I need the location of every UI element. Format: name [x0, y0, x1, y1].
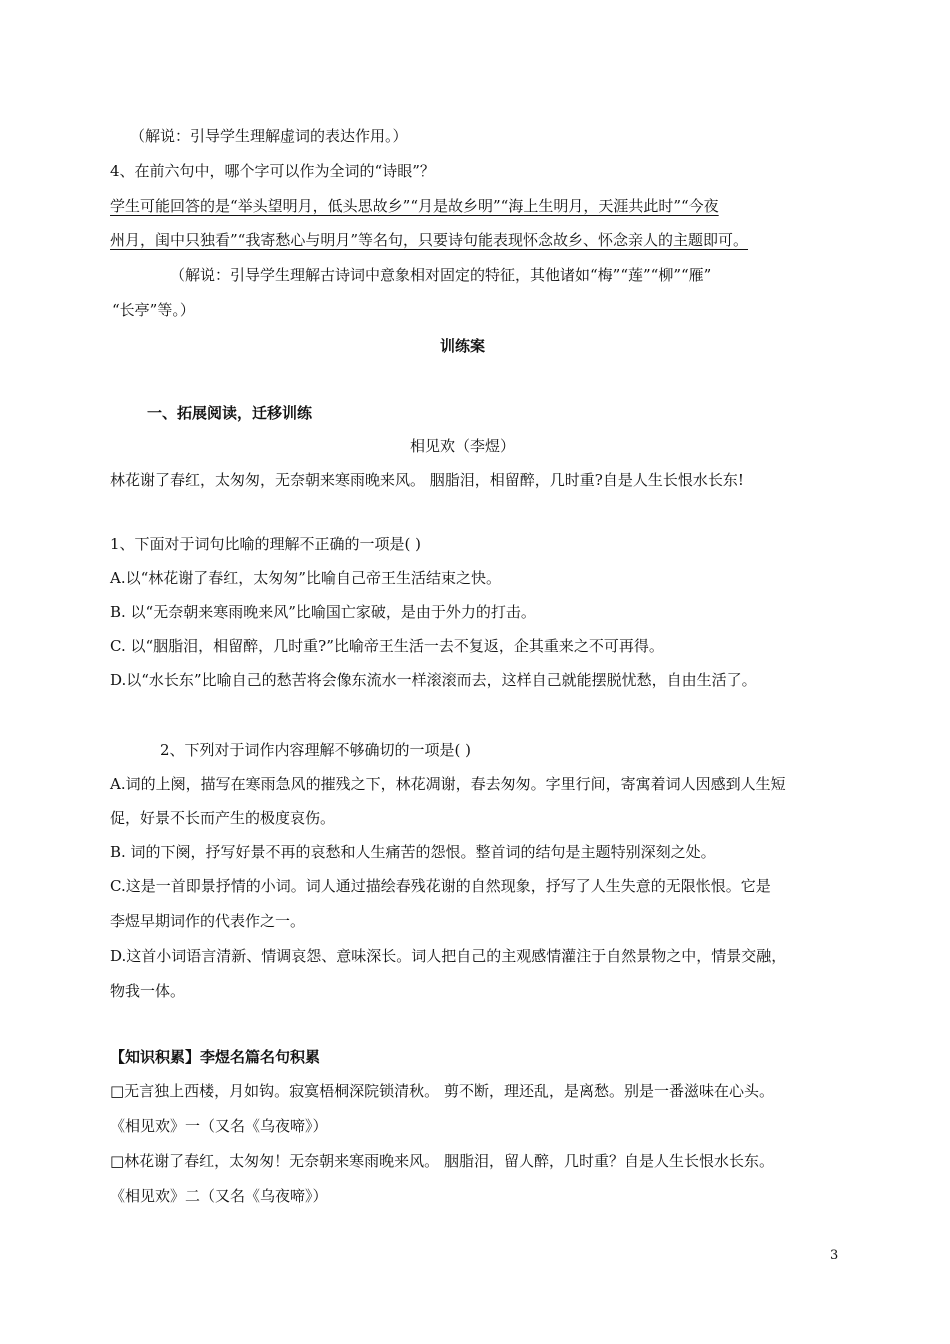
page-number: 3 — [830, 1248, 839, 1263]
question-2-option-c-line-2: 李煜早期词作的代表作之一。 — [110, 912, 306, 930]
question-2-option-a-line-2: 促，好景不长而产生的极度哀伤。 — [110, 809, 336, 827]
knowledge-source-1: 《相见欢》一（又名《乌夜啼》） — [110, 1117, 328, 1135]
question-4: 4、在前六句中，哪个字可以作为全词的“诗眼”？ — [110, 162, 435, 180]
question-1-option-a: A.以“林花谢了春红，太匆匆”比喻自己帝王生活结束之快。 — [110, 569, 501, 587]
question-2-option-a-line-1: A.词的上阕，描写在寒雨急风的摧残之下，林花凋谢，春去匆匆。字里行间，寄寓着词人因感到人生短 — [110, 775, 786, 793]
question-1-stem: 1、下面对于词句比喻的理解不正确的一项是( ) — [110, 535, 422, 553]
knowledge-heading: 【知识积累】李煜名篇名句积累 — [110, 1048, 321, 1066]
question-1-option-c: C. 以“胭脂泪，相留醉，几时重?”比喻帝王生活一去不复返，企其重来之不可再得。 — [110, 637, 664, 655]
section-title-training: 训练案 — [440, 337, 486, 355]
question-2-option-c-line-1: C.这是一首即景抒情的小词。词人通过描绘春残花谢的自然现象，抒写了人生失意的无限怅恨。它是 — [110, 877, 771, 895]
section-heading-extended-reading: 一、拓展阅读，迁移训练 — [147, 404, 313, 422]
knowledge-item-2: □林花谢了春红，太匆匆！无奈朝来寒雨晚来风。 胭脂泪，留人醉，几时重？自是人生长恨水长东。 — [110, 1152, 774, 1170]
question-2-option-d-line-1: D.这首小词语言清新、情调哀怨、意味深长。词人把自己的主观感情灌注于自然景物之中，情景交融， — [110, 947, 787, 965]
explanation-note-2-line-2: “长亭”等。） — [112, 301, 195, 319]
explanation-note-2-line-1: （解说：引导学生理解古诗词中意象相对固定的特征，其他诸如“梅”“莲”“柳”“雁” — [170, 266, 712, 284]
poem-title: 相见欢（李煜） — [410, 437, 516, 455]
explanation-note-1: （解说：引导学生理解虚词的表达作用。） — [130, 127, 408, 145]
knowledge-item-1: □无言独上西楼，月如钩。寂寞梧桐深院锁清秋。 剪不断，理还乱，是离愁。别是一番滋味在心头。 — [110, 1082, 774, 1100]
question-1-option-d: D.以“水长东”比喻自己的愁苦将会像东流水一样滚滚而去，这样自己就能摆脱忧愁，自由生活了。 — [110, 671, 757, 689]
answer-line-2: 州月，闺中只独看”“我寄愁心与明月”等名句，只要诗句能表现怀念故乡、怀念亲人的主题即可。 — [110, 231, 749, 249]
question-2-stem: 2、下列对于词作内容理解不够确切的一项是( ) — [160, 741, 472, 759]
knowledge-source-2: 《相见欢》二（又名《乌夜啼》） — [110, 1187, 328, 1205]
poem-text: 林花谢了春红，太匆匆，无奈朝来寒雨晚来风。 胭脂泪，相留醉，几时重?自是人生长恨水长东! — [110, 471, 744, 489]
question-2-option-b: B. 词的下阕，抒写好景不再的哀愁和人生痛苦的怨恨。整首词的结句是主题特别深刻之处。 — [110, 843, 716, 861]
question-2-option-d-line-2: 物我一体。 — [110, 982, 186, 1000]
question-1-option-b: B. 以“无奈朝来寒雨晚来风”比喻国亡家破，是由于外力的打击。 — [110, 603, 536, 621]
answer-line-1: 学生可能回答的是“举头望明月，低头思故乡”“月是故乡明”“海上生明月，天涯共此时”“今夜 — [110, 197, 719, 215]
